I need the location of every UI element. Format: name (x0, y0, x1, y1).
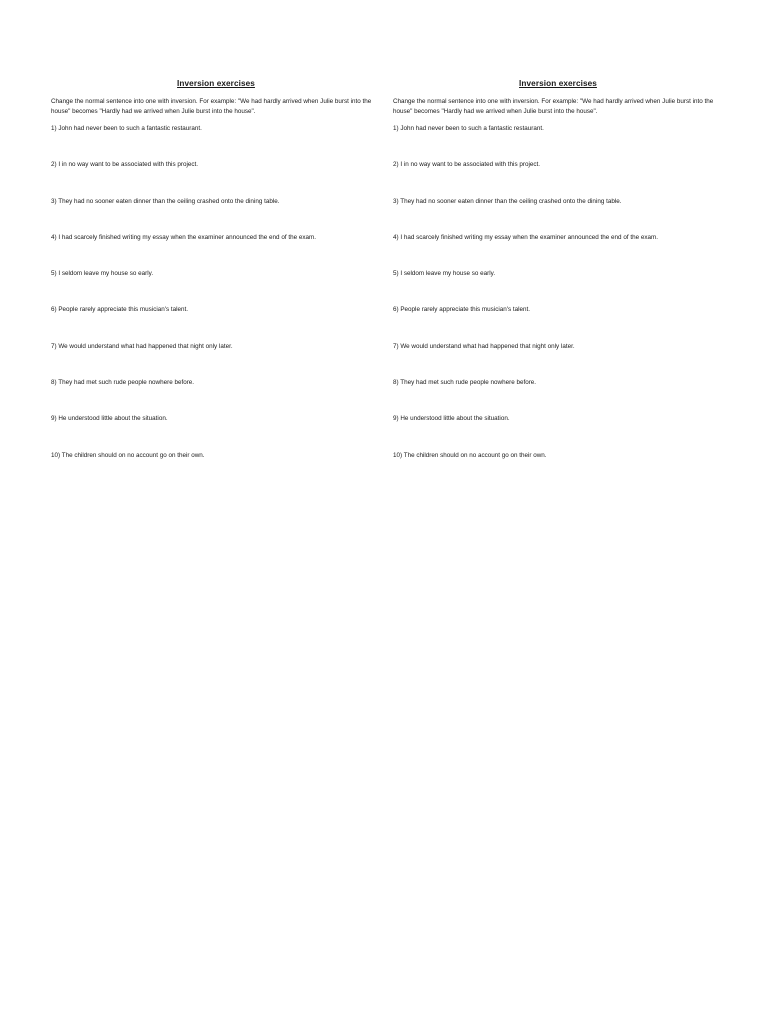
exercise-item: 1) John had never been to such a fantastic restaurant. (51, 125, 202, 132)
exercise-item: 2) I in no way want to be associated with this project. (393, 161, 541, 169)
exercise-item: 8) They had met such rude people nowhere before. (393, 379, 537, 387)
exercise-item: 7) We would understand what had happened that night only later. (393, 342, 575, 350)
worksheet-copy-left (51, 79, 381, 487)
exercise-item: 4) I had scarcely finished writing my essay when the examiner announced the end of the exam. (393, 233, 658, 241)
exercise-item: 6) People rarely appreciate this musician's talent. (393, 306, 531, 314)
exercise-item: 10) The children should on no account go on their own. (51, 451, 205, 459)
exercise-item: 6) People rarely appreciate this musician's talent. (51, 306, 189, 314)
exercise-item: 9) He understood little about the situation. (51, 415, 168, 423)
exercise-item: 5) I seldom leave my house so early. (51, 270, 154, 278)
exercise-item: 2) I in no way want to be associated with this project. (51, 161, 199, 169)
exercise-item: 7) We would understand what had happened that night only later. (51, 342, 233, 350)
exercise-item: 4) I had scarcely finished writing my essay when the examiner announced the end of the exam. (51, 233, 316, 241)
exercise-item: 3) They had no sooner eaten dinner than the ceiling crashed onto the dining table. (51, 197, 280, 205)
exercise-item: 8) They had met such rude people nowhere before. (51, 379, 195, 387)
worksheet-instructions: Change the normal sentence into one with inversion. For example: "We had hardly arrived when Julie burst into the house" becomes "Hardly had we arrived when Julie burst into the house". (393, 98, 714, 115)
worksheet-copy-right (393, 79, 723, 487)
exercise-item: 10) The children should on no account go on their own. (393, 451, 547, 459)
exercise-item: 9) He understood little about the situation. (393, 415, 510, 423)
worksheet-title: Inversion exercises (519, 79, 597, 88)
worksheet-title: Inversion exercises (177, 79, 255, 88)
exercise-item: 1) John had never been to such a fantastic restaurant. (393, 125, 544, 132)
worksheet-instructions: Change the normal sentence into one with inversion. For example: "We had hardly arrived when Julie burst into the house" becomes "Hardly had we arrived when Julie burst into the house". (51, 98, 372, 115)
exercise-item: 3) They had no sooner eaten dinner than the ceiling crashed onto the dining table. (393, 197, 622, 205)
exercise-item: 5) I seldom leave my house so early. (393, 270, 496, 278)
